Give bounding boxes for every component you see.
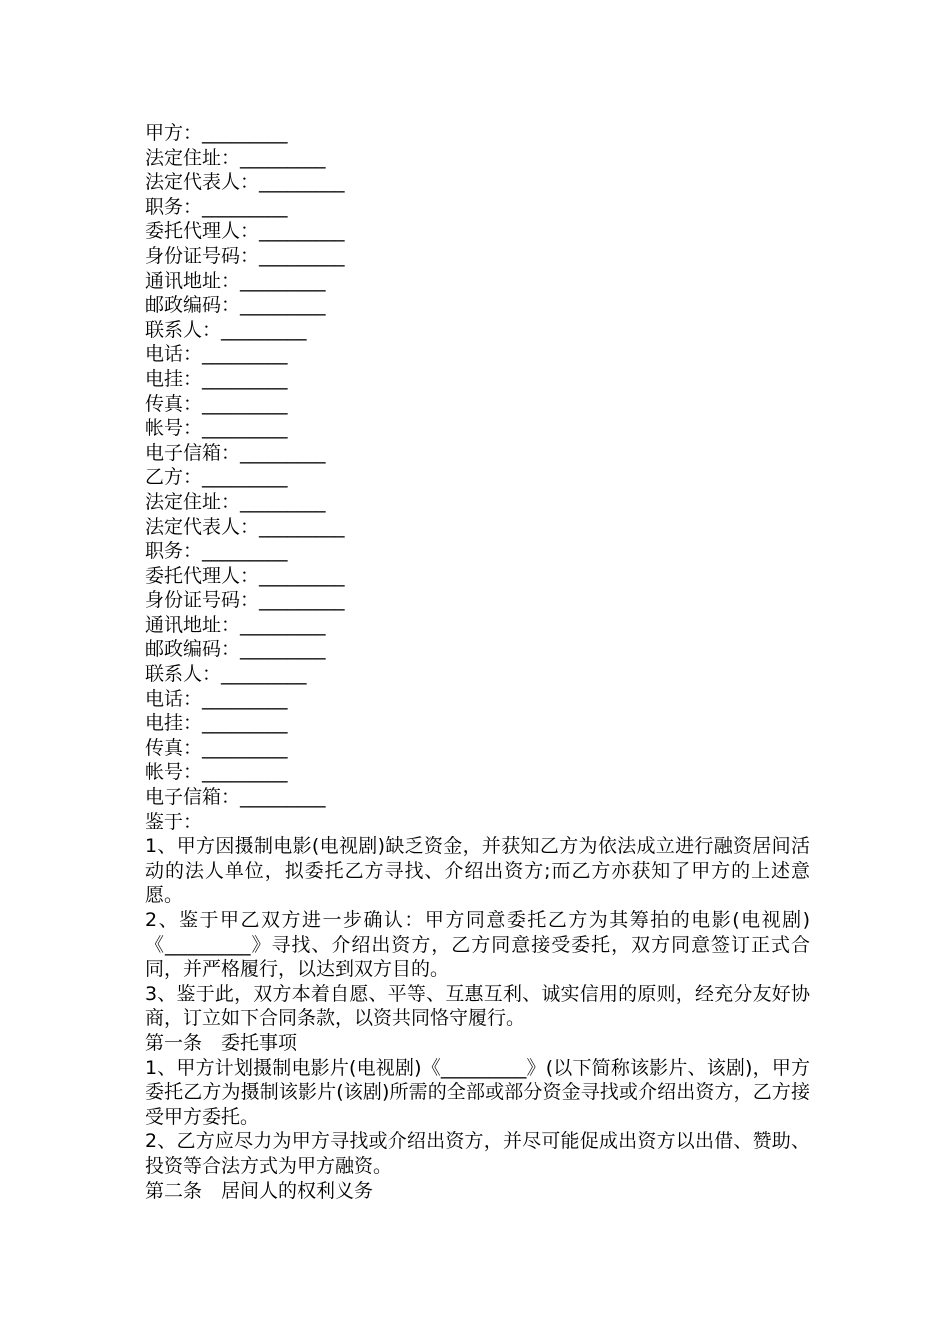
party-a-name-field: 甲方：_________ [145, 122, 288, 144]
party-b-agent-field: 委托代理人：_________ [145, 564, 345, 587]
recital-item-2: 2、鉴于甲乙双方进一步确认：甲方同意委托乙方为其筹拍的电影(电视剧)《_________》寻找、介绍出资方，乙方同意接受委托，双方同意签订正式合同，并严格履行，以达到双方目的。 [145, 909, 810, 981]
party-a-mailing-address-field: 通讯地址：_________ [145, 269, 326, 292]
party-a-phone-field: 电话：_________ [145, 343, 288, 366]
party-b-contact-field: 联系人：_________ [145, 663, 307, 686]
party-a-fax-field: 传真：_________ [145, 392, 288, 415]
recital-item-1: 1、甲方因摄制电影(电视剧)缺乏资金，并获知乙方为依法成立进行融资居间活动的法人单位，拟委托乙方寻找、介绍出资方;而乙方亦获知了甲方的上述意愿。 [145, 835, 810, 907]
party-b-section [145, 465, 810, 809]
party-b-postal-code-field: 邮政编码：_________ [145, 638, 326, 661]
article-1-section [145, 1031, 810, 1179]
party-a-agent-field: 委托代理人：_________ [145, 220, 345, 243]
article-2-section [145, 1179, 810, 1204]
party-a-section [145, 121, 810, 465]
article-1-heading: 第一条 委托事项 [145, 1031, 298, 1054]
party-a-id-number-field: 身份证号码：_________ [145, 244, 345, 267]
party-b-telegraph-field: 电挂：_________ [145, 712, 288, 735]
recitals-intro: 鉴于： [145, 810, 203, 833]
party-b-account-field: 帐号：_________ [145, 761, 288, 784]
party-a-account-field: 帐号：_________ [145, 417, 288, 440]
party-a-legal-rep-field: 法定代表人：_________ [145, 171, 345, 194]
article-2-heading: 第二条 居间人的权利义务 [145, 1179, 374, 1202]
article-1-item-1: 1、甲方计划摄制电影片(电视剧)《_________》(以下简称该影片、该剧)，甲方委托乙方为摄制该影片(该剧)所需的全部或部分资金寻找或介绍出资方，乙方接受甲方委托。 [145, 1056, 810, 1128]
party-a-telegraph-field: 电挂：_________ [145, 367, 288, 390]
party-a-contact-field: 联系人：_________ [145, 318, 307, 341]
party-a-address-field: 法定住址：_________ [145, 146, 326, 169]
party-b-legal-rep-field: 法定代表人：_________ [145, 515, 345, 538]
party-b-mailing-address-field: 通讯地址：_________ [145, 613, 326, 636]
party-a-email-field: 电子信箱：_________ [145, 441, 326, 464]
party-b-address-field: 法定住址：_________ [145, 490, 326, 513]
party-b-email-field: 电子信箱：_________ [145, 786, 326, 809]
party-a-position-field: 职务：_________ [145, 195, 288, 218]
party-b-phone-field: 电话：_________ [145, 687, 288, 710]
party-b-id-number-field: 身份证号码：_________ [145, 589, 345, 612]
party-b-position-field: 职务：_________ [145, 540, 288, 563]
party-a-postal-code-field: 邮政编码：_________ [145, 294, 326, 317]
party-b-fax-field: 传真：_________ [145, 736, 288, 759]
article-1-item-2: 2、乙方应尽力为甲方寻找或介绍出资方，并尽可能促成出资方以出借、赞助、投资等合法方式为甲方融资。 [145, 1130, 810, 1177]
party-b-name-field: 乙方：_________ [145, 466, 288, 489]
recitals-section [145, 810, 810, 1031]
contract-page [145, 121, 810, 1203]
recital-item-3: 3、鉴于此，双方本着自愿、平等、互惠互利、诚实信用的原则，经充分友好协商，订立如下合同条款，以资共同恪守履行。 [145, 982, 810, 1030]
